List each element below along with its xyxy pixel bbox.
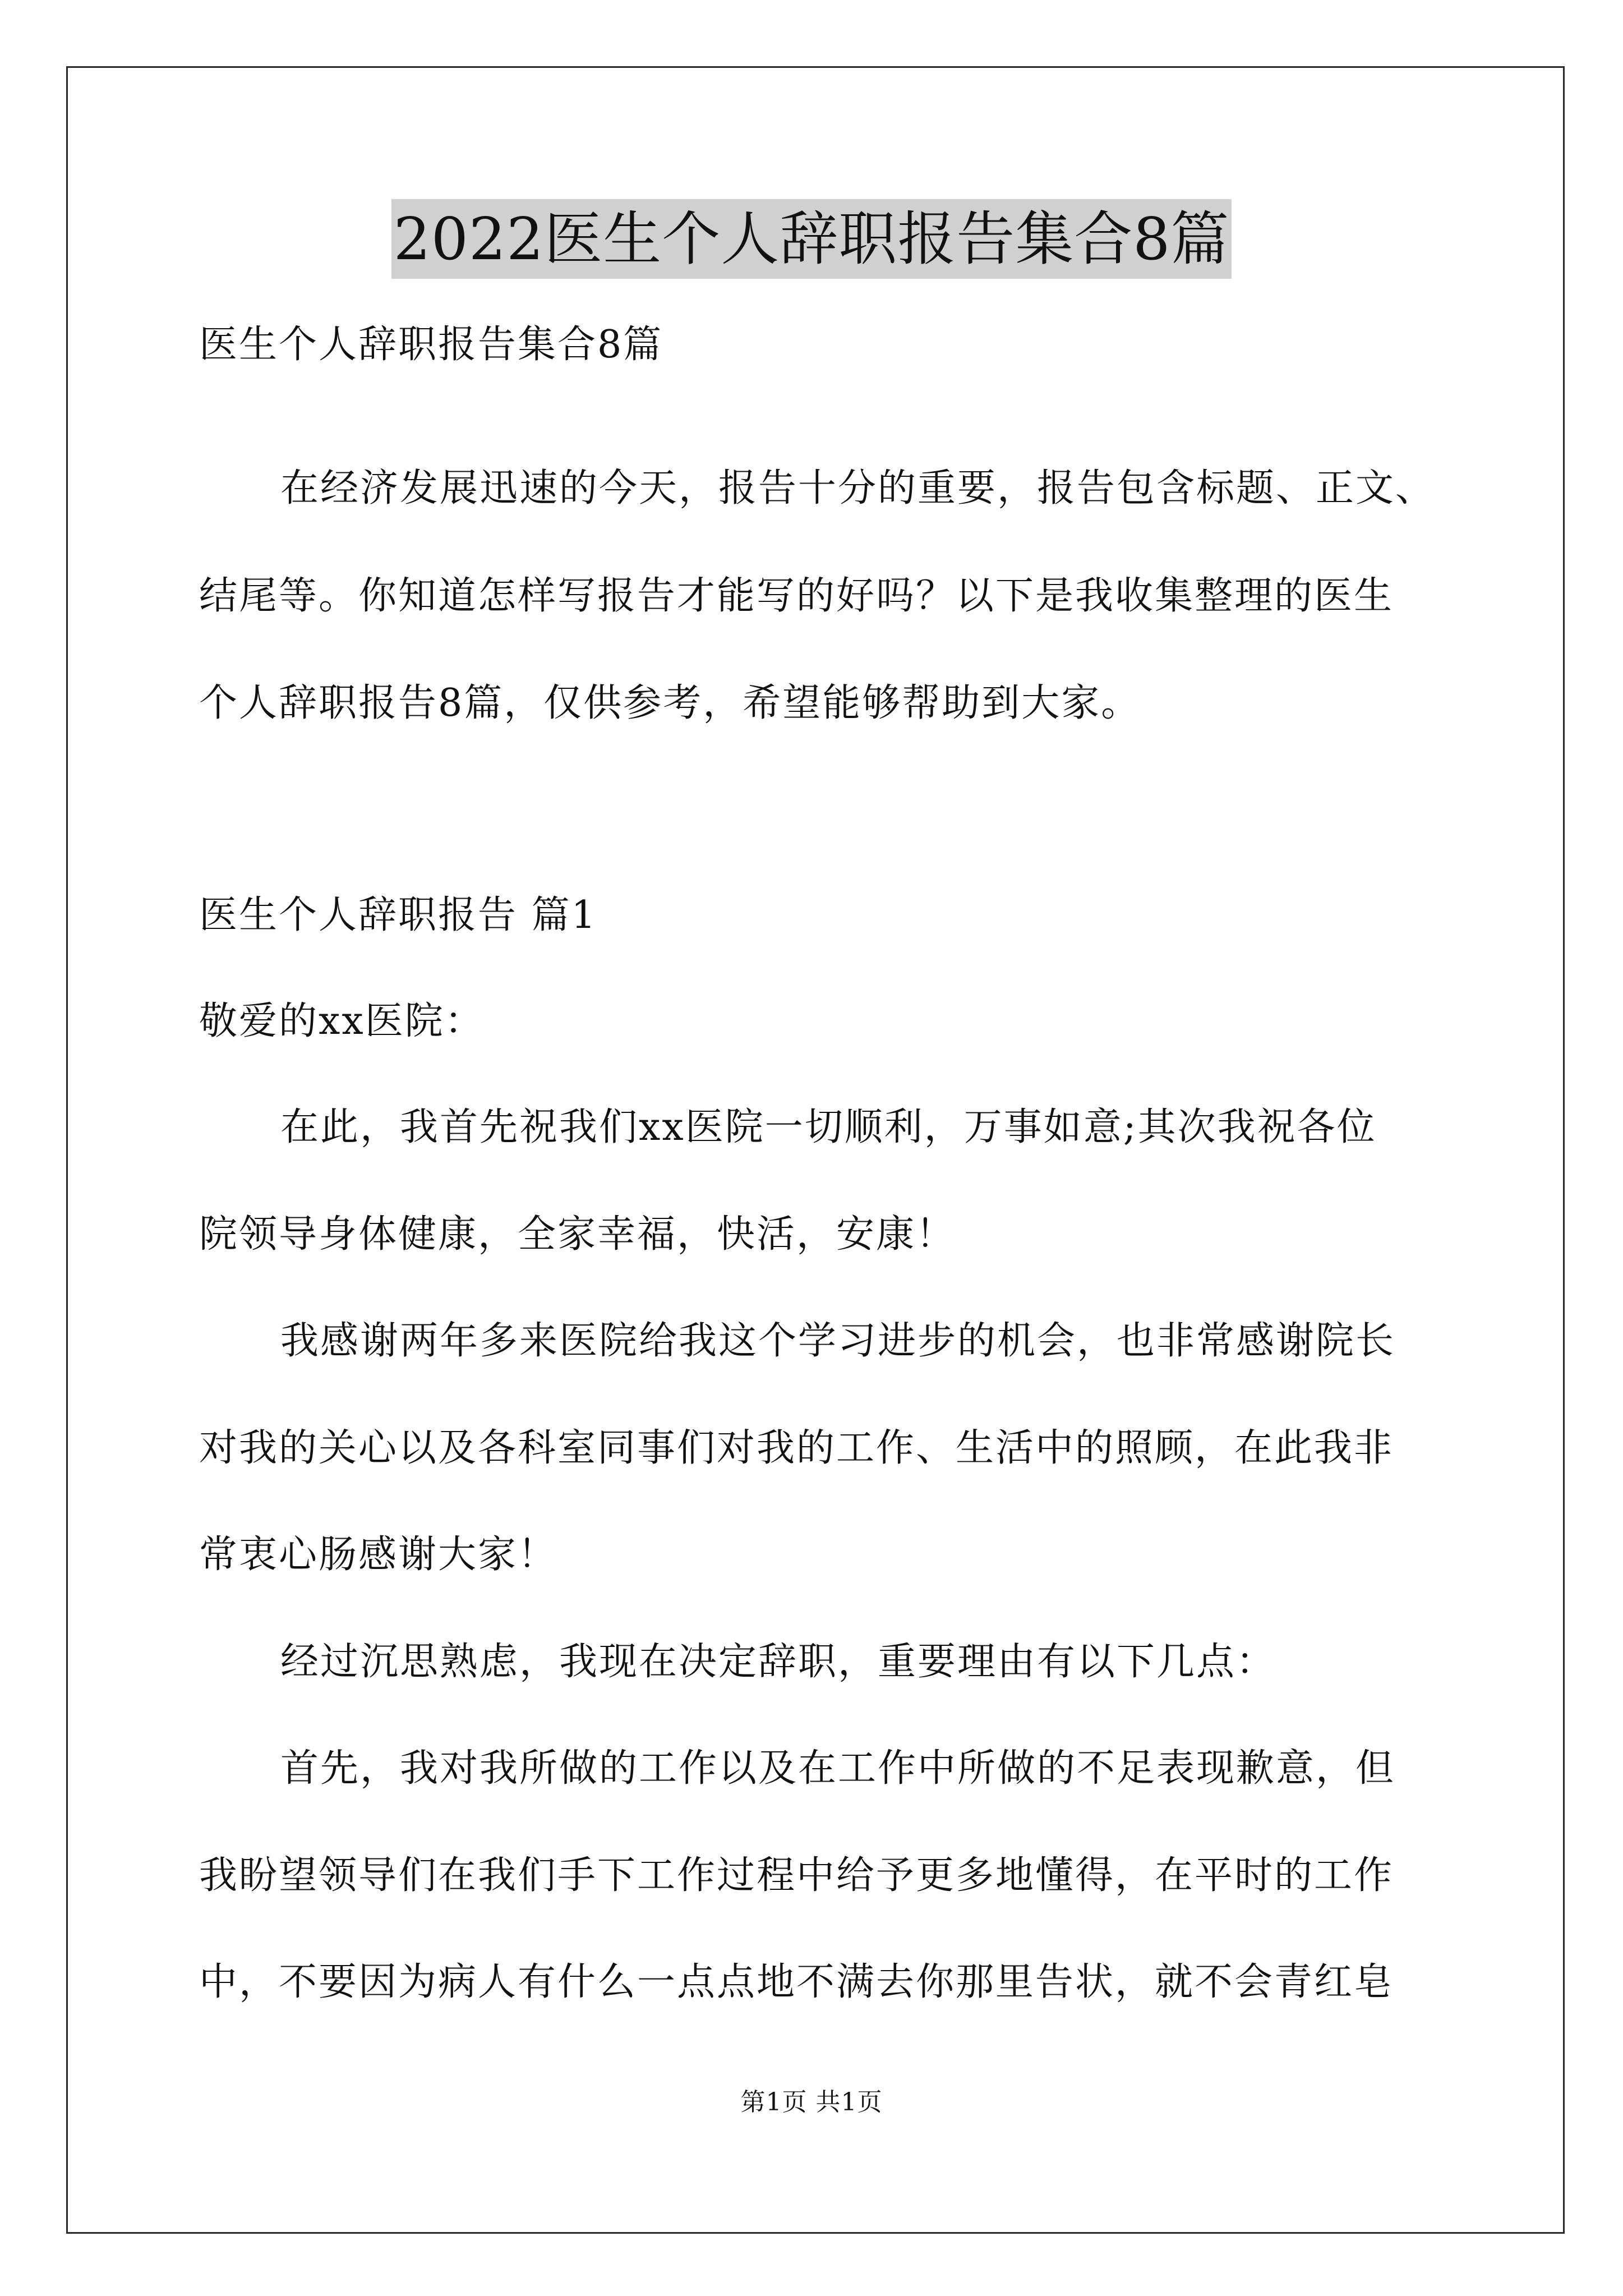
paragraph-line: 常衷心肠感谢大家！: [199, 1533, 558, 1577]
paragraph-line: 我盼望领导们在我们手下工作过程中给予更多地懂得，在平时的工作: [199, 1853, 1394, 1898]
paragraph-line: 首先，我对我所做的工作以及在工作中所做的不足表现歉意，但: [280, 1746, 1396, 1791]
subtitle-line: 医生个人辞职报告集合8篇: [199, 323, 663, 367]
page-footer: 第1页 共1页: [740, 2088, 883, 2116]
paragraph-line: 中，不要因为病人有什么一点点地不满去你那里告状，就不会青红皂: [199, 1960, 1394, 2004]
section-heading: 医生个人辞职报告 篇1: [199, 893, 597, 937]
paragraph-line: 院领导身体健康，全家幸福，快活，安康！: [199, 1212, 956, 1257]
intro-line-3: 个人辞职报告8篇，仅供参考，希望能够帮助到大家。: [199, 681, 1141, 725]
title-wrap: [0, 199, 1623, 279]
paragraph-line: 对我的关心以及各科室同事们对我的工作、生活中的照顾，在此我非: [199, 1426, 1394, 1470]
intro-line-2: 结尾等。你知道怎样写报告才能写的好吗？以下是我收集整理的医生: [199, 574, 1394, 618]
paragraph-line: 经过沉思熟虑，我现在决定辞职，重要理由有以下几点：: [280, 1640, 1276, 1684]
document-title: 2022医生个人辞职报告集合8篇: [391, 199, 1232, 279]
salutation: 敬爱的xx医院：: [199, 999, 485, 1043]
paragraph-line: 在此，我首先祝我们xx医院一切顺利，万事如意;其次我祝各位: [280, 1105, 1377, 1149]
paragraph-line: 我感谢两年多来医院给我这个学习进步的机会，也非常感谢院长: [280, 1319, 1396, 1363]
intro-line-1: 在经济发展迅速的今天，报告十分的重要，报告包含标题、正文、: [280, 466, 1436, 510]
